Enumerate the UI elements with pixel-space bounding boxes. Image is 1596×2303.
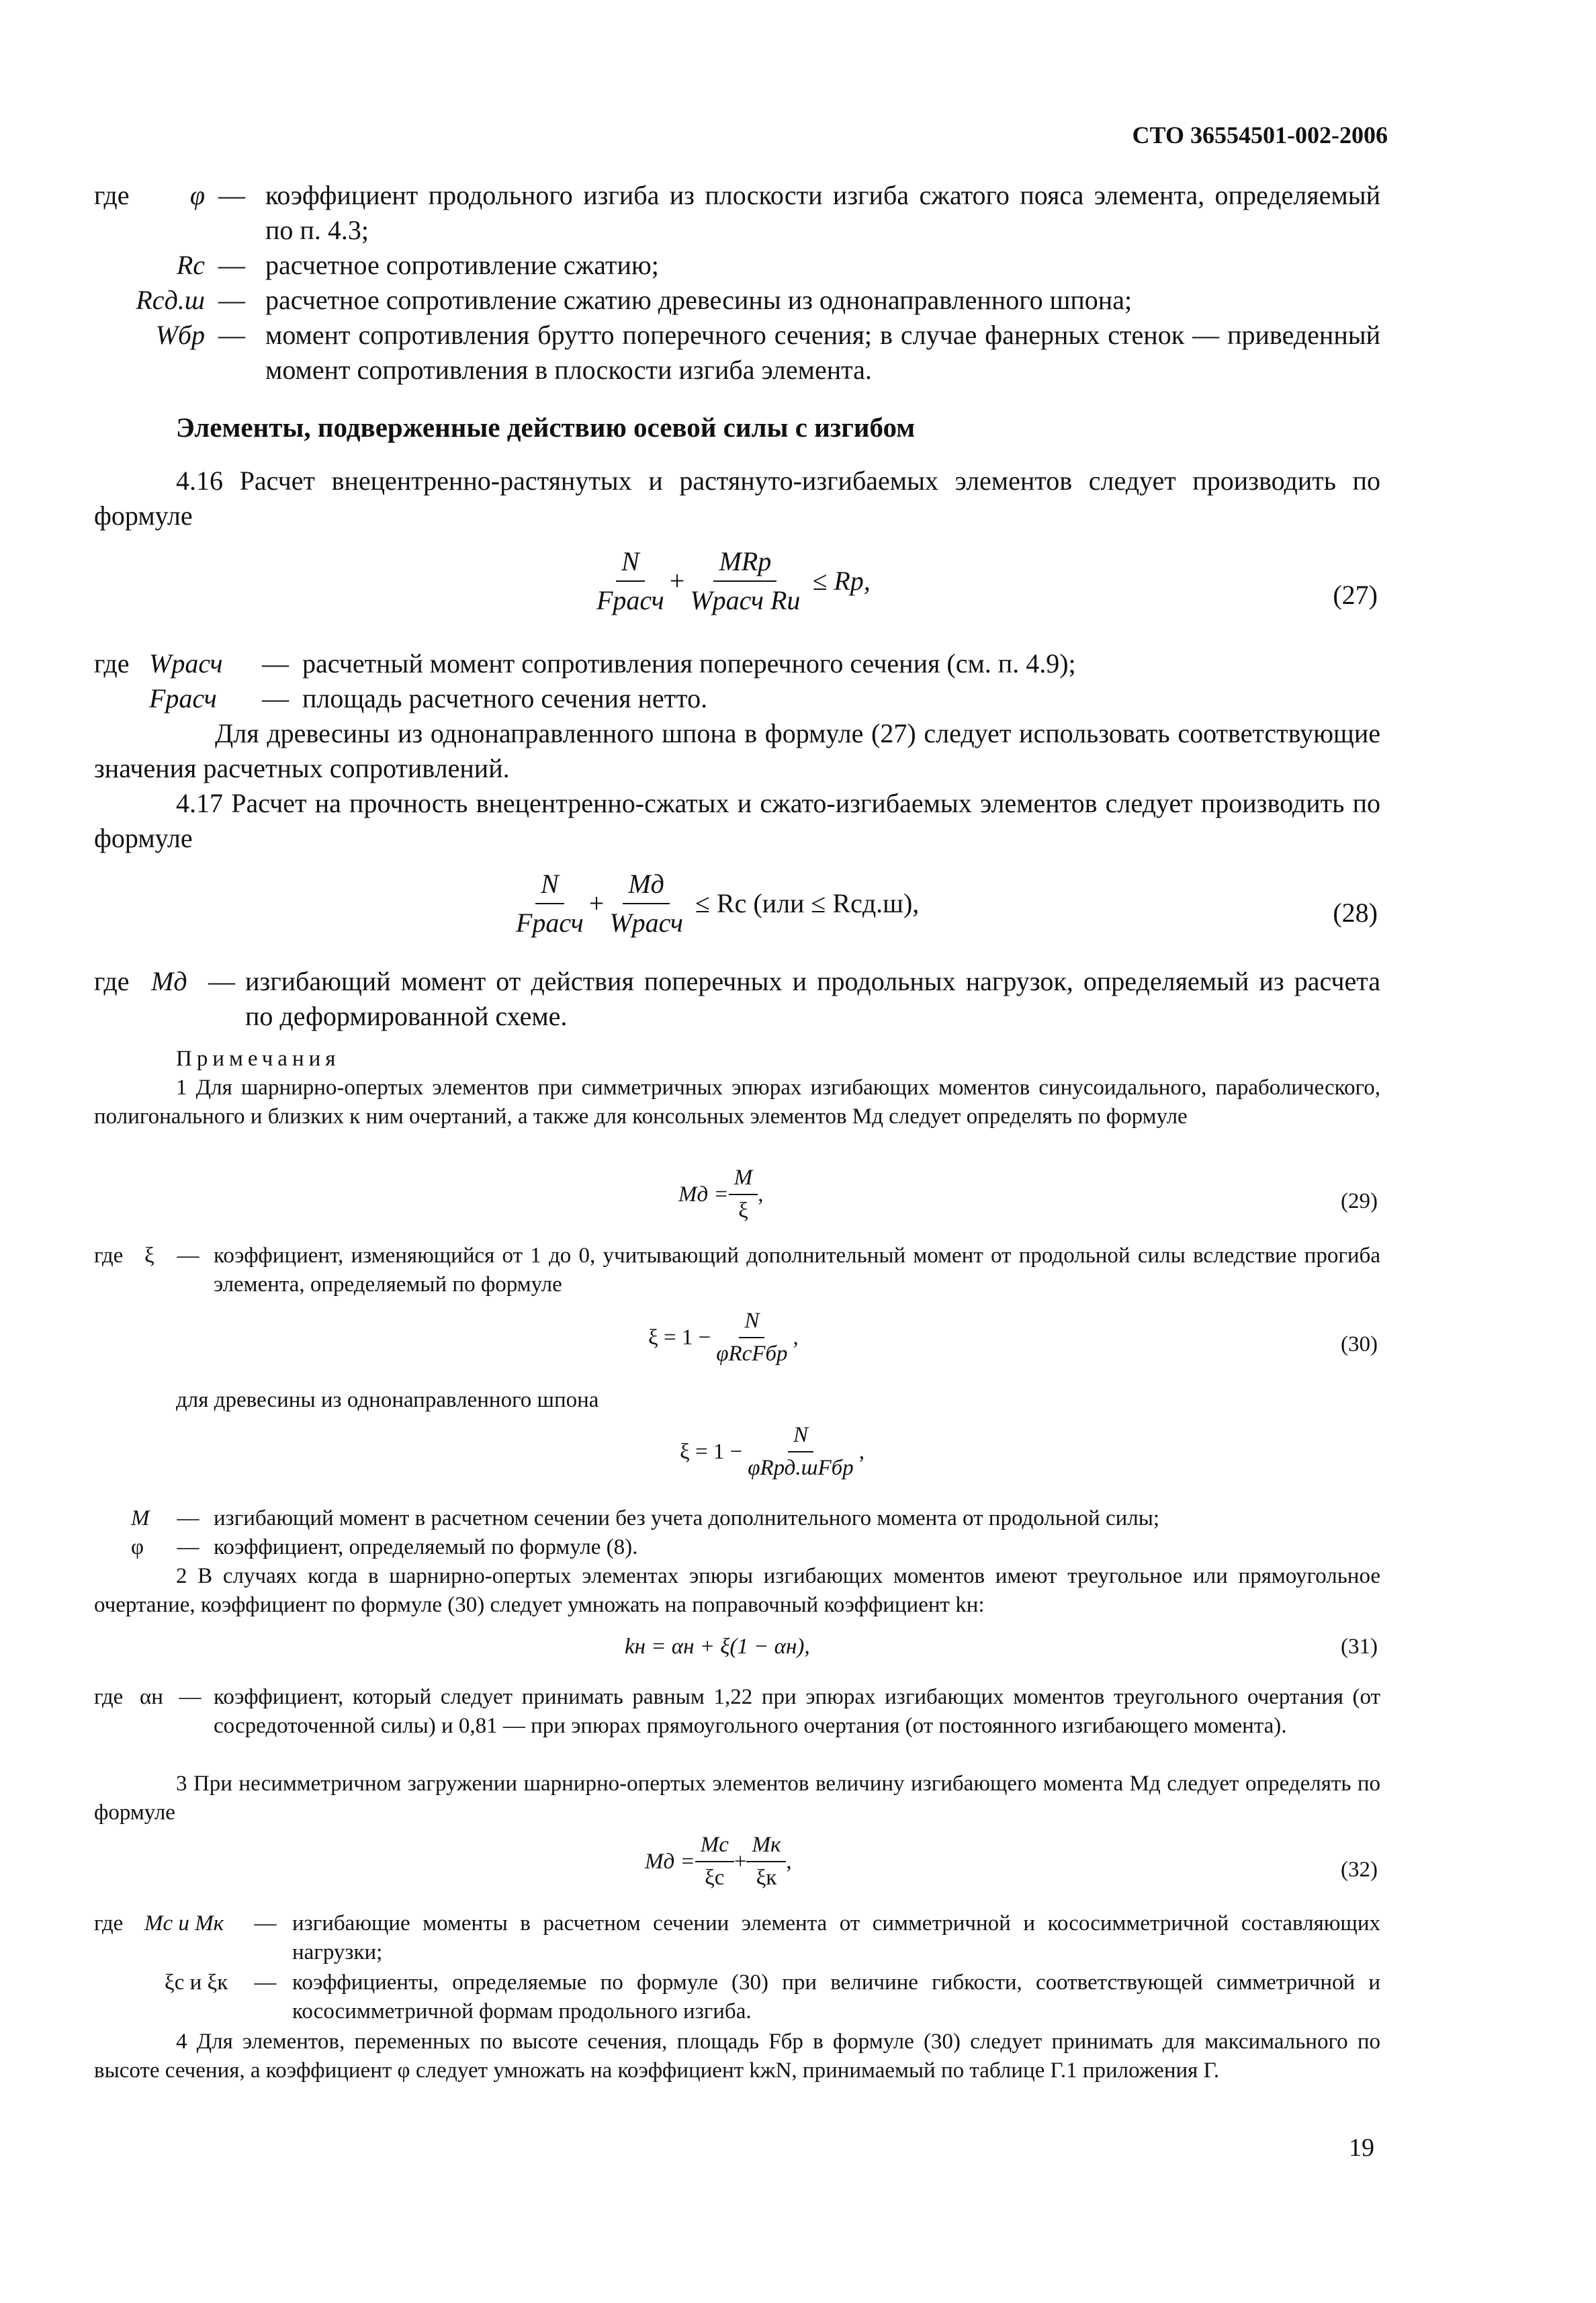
- def-symbol-rcdsh: Rсд.ш: [136, 285, 205, 315]
- eq30-num: N: [739, 1307, 764, 1338]
- equation-30: [648, 1307, 799, 1368]
- where-label: где: [94, 648, 130, 679]
- where-label: где: [94, 180, 130, 210]
- eq28-den2: Wрасч: [609, 908, 683, 938]
- where-label: где: [94, 966, 130, 996]
- def-dash: —: [208, 966, 235, 996]
- def-text-m: изгибающий момент в расчетном сечении без учета дополнительного момента от продольной силы;: [214, 1506, 1160, 1530]
- eq30-tail: ,: [793, 1325, 799, 1350]
- eq32-plus: +: [734, 1849, 747, 1874]
- where-label: где: [94, 1244, 124, 1268]
- def-text-phi: коэффициент продольного изгиба из плоскости изгиба сжатого пояса элемента, определяемый по п. 4.3;: [265, 180, 1380, 245]
- def-text-wrasch: расчетный момент сопротивления поперечного сечения (см. п. 4.9);: [302, 648, 1076, 679]
- eq30b-num: N: [788, 1421, 813, 1452]
- def-text-alpha: коэффициент, который следует принимать равным 1,22 при эпюрах изгибающих моментов треугольного очертания (от сосредоточенной силы) и 0,81 — при эпюрах прямоугольного очертания (от постоянного изгибающего момента).: [214, 1685, 1380, 1738]
- eq27-plus: +: [669, 566, 685, 596]
- note-3: 3 При несимметричном загружении шарнирно-опертых элементов величину изгибающего момента Mд следует определять по формуле: [94, 1772, 1380, 1825]
- note-2: 2 В случаях когда в шарнирно-опертых элементах эпюры изгибающих моментов имеют треугольное или прямоугольное очертание, коэффициент по формуле (30) следует умножать на поправочный коэффициент kн:: [94, 1564, 1380, 1617]
- eq30b-tail: ,: [858, 1439, 865, 1464]
- equation-29-label: (29): [1341, 1189, 1378, 1213]
- eq28-den1: Fрасч: [516, 908, 584, 938]
- def-symbol-phi2: φ: [131, 1535, 144, 1559]
- def-dash: —: [262, 683, 289, 713]
- equation-28: [511, 867, 919, 941]
- def-text-frasch: площадь расчетного сечения нетто.: [302, 683, 708, 713]
- def-symbol-rc: Rс: [176, 250, 205, 280]
- eq27-num2: MRр: [713, 544, 777, 582]
- def-dash: —: [218, 250, 245, 280]
- def-dash: —: [254, 1911, 277, 1936]
- def-text-xi: коэффициент, изменяющийся от 1 до 0, учитывающий дополнительный момент от продольной силы вследствие прогиба элемента, определяемый по формуле: [214, 1244, 1380, 1297]
- def-symbol-m: M: [131, 1506, 150, 1530]
- notes-title: Примечания: [176, 1047, 341, 1071]
- def-text-mc-mk: изгибающие моменты в расчетном сечении элемента от симметричной и кососимметричной составляющих нагрузки;: [292, 1911, 1380, 1964]
- def-text-rc: расчетное сопротивление сжатию;: [265, 250, 659, 280]
- def-symbol-mc-mk: Mс и Mк: [144, 1911, 224, 1936]
- def-symbol-alpha: αн: [140, 1685, 163, 1709]
- def-symbol-md: Mд: [151, 966, 187, 996]
- def-symbol-frasch: Fрасч: [149, 683, 217, 713]
- def-symbol-wbr: Wбр: [155, 320, 205, 350]
- def-text-md: изгибающий момент от действия поперечных и продольных нагрузок, определяемый из расчета по деформированной схеме.: [245, 966, 1380, 1031]
- def-symbol-xi: ξ: [144, 1244, 154, 1268]
- eq30-lhs: ξ = 1 −: [648, 1325, 711, 1350]
- equation-29: [678, 1164, 763, 1225]
- def-dash: —: [262, 648, 289, 679]
- equation-27-label: (27): [1333, 580, 1378, 610]
- def-dash: —: [218, 180, 245, 210]
- eq28-num1: N: [535, 867, 564, 904]
- for-veneer-text: для древесины из однонаправленного шпона: [176, 1388, 599, 1412]
- equation-30-label: (30): [1341, 1332, 1378, 1356]
- eq29-tail: ,: [758, 1182, 764, 1207]
- eq32-tail: ,: [786, 1849, 792, 1874]
- equation-31: kн = αн + ξ(1 − αн),: [625, 1635, 810, 1659]
- eq32-num2: Mк: [746, 1831, 786, 1862]
- eq29-den: ξ: [738, 1199, 748, 1223]
- def-text-wbr: момент сопротивления брутто поперечного сечения; в случае фанерных стенок — приведенный момент сопротивления в плоскости изгиба элемента.: [265, 320, 1380, 385]
- paragraph-4-17: 4.17 Расчет на прочность внецентренно-сжатых и сжато-изгибаемых элементов следует производить по формуле: [94, 788, 1380, 853]
- def-text-phi2: коэффициент, определяемый по формуле (8).: [214, 1535, 638, 1559]
- paragraph-veneer-27: Для древесины из однонаправленного шпона в формуле (27) следует использовать соответствующие значения расчетных сопротивлений.: [94, 718, 1380, 783]
- eq27-den2: Wрасч Rи: [690, 585, 801, 615]
- note-1: 1 Для шарнирно-опертых элементов при симметричных эпюрах изгибающих моментов синусоидального, параболического, полигонального и близких к ним очертаний, а также для консольных элементов Mд следует определять по формуле: [94, 1076, 1380, 1129]
- eq32-num1: Mс: [695, 1831, 734, 1862]
- def-dash: —: [179, 1685, 202, 1709]
- def-symbol-wrasch: Wрасч: [149, 648, 223, 679]
- eq27-rhs: ≤ Rр,: [812, 566, 871, 596]
- eq28-plus: +: [588, 888, 605, 918]
- eq30b-den: φRрд.шFбр: [748, 1456, 854, 1480]
- eq28-rhs: ≤ Rс (или ≤ Rсд.ш),: [695, 888, 920, 918]
- equation-32: [645, 1831, 792, 1893]
- section-heading: Элементы, подверженные действию осевой силы с изгибом: [176, 412, 916, 443]
- eq32-den2: ξк: [756, 1866, 777, 1890]
- where-label: где: [94, 1685, 124, 1709]
- def-dash: —: [177, 1244, 200, 1268]
- document-code: СТО 36554501-002-2006: [1132, 122, 1388, 148]
- def-dash: —: [218, 320, 245, 350]
- note-4: 4 Для элементов, переменных по высоте сечения, площадь Fбр в формуле (30) следует принимать для максимального по высоте сечения, а коэффициент φ следует умножать на коэффициент kжN, принимаемый по таблице Г.1 приложения Г.: [94, 2030, 1380, 2083]
- eq29-lhs: Mд =: [678, 1182, 729, 1207]
- def-dash: —: [218, 285, 245, 315]
- equation-27: [591, 544, 871, 618]
- eq30-den: φRсFбр: [716, 1342, 788, 1366]
- def-symbol-xic-xik: ξс и ξк: [165, 1970, 228, 1995]
- equation-31-label: (31): [1341, 1635, 1378, 1659]
- eq30b-lhs: ξ = 1 −: [680, 1439, 743, 1464]
- def-text-rcdsh: расчетное сопротивление сжатию древесины из однонаправленного шпона;: [265, 285, 1133, 315]
- eq29-num: M: [729, 1164, 758, 1195]
- paragraph-4-16: 4.16 Расчет внецентренно-растянутых и растянуто-изгибаемых элементов следует производить по формуле: [94, 466, 1380, 531]
- def-dash: —: [177, 1535, 200, 1559]
- def-dash: —: [177, 1506, 200, 1530]
- eq32-lhs: Mд =: [645, 1849, 695, 1874]
- equation-30-veneer: [680, 1421, 864, 1483]
- eq32-den1: ξс: [705, 1866, 725, 1890]
- eq28-num2: Mд: [623, 867, 670, 904]
- def-dash: —: [254, 1970, 277, 1995]
- eq27-den1: Fрасч: [596, 585, 664, 615]
- def-text-xic-xik: коэффициенты, определяемые по формуле (30) при величине гибкости, соответствующей симметричной и кососимметричной формам продольного изгиба.: [292, 1970, 1380, 2024]
- where-label: где: [94, 1911, 124, 1936]
- equation-32-label: (32): [1341, 1858, 1378, 1882]
- equation-28-label: (28): [1333, 898, 1378, 928]
- page-number: 19: [1349, 2134, 1374, 2162]
- def-symbol-phi: φ: [189, 180, 205, 210]
- eq27-num1: N: [616, 544, 645, 582]
